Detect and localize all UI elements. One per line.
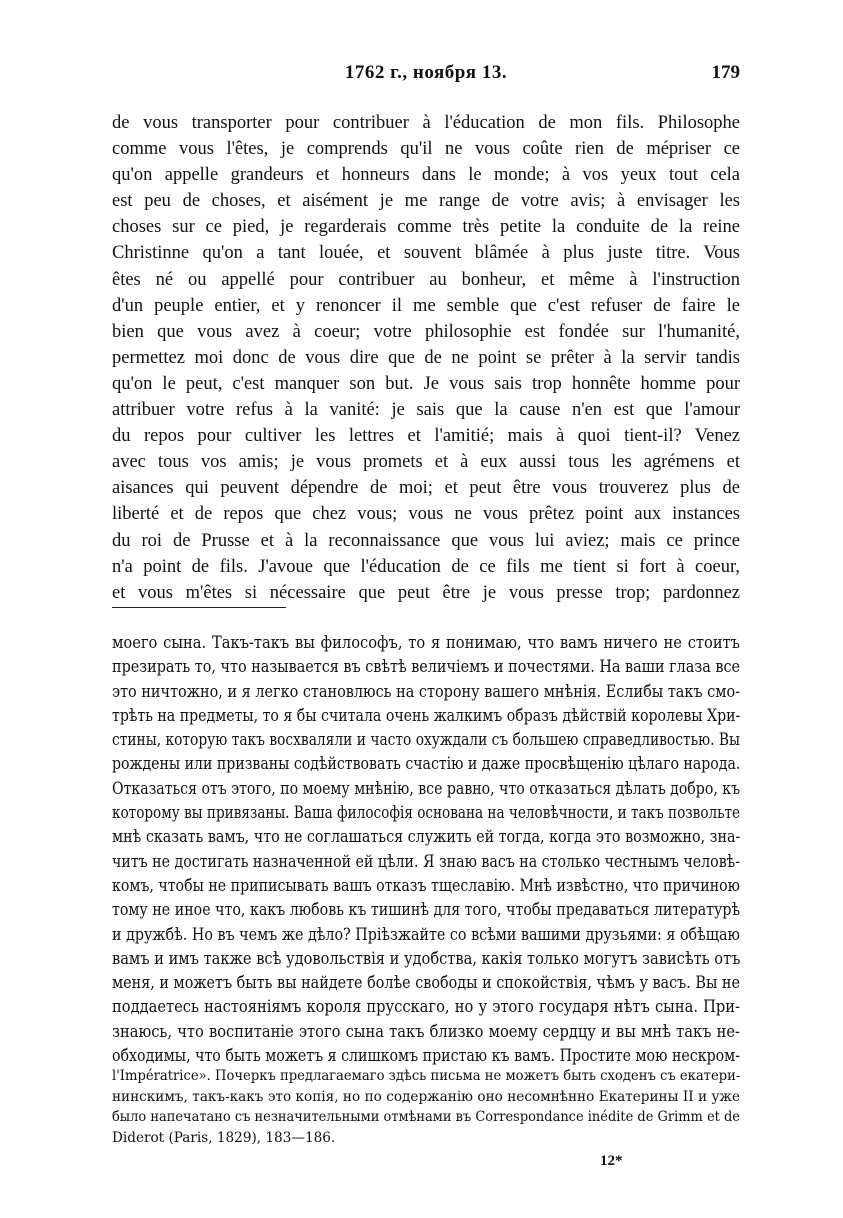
text-line: aisances qui peuvent dépendre de moi; et peut être vous trouverez plus de <box>112 478 740 499</box>
french-letter-text <box>112 110 740 606</box>
running-header <box>112 62 740 88</box>
text-line: d'un peuple entier, et y renoncer il me semble que c'est refuser de faire le <box>112 295 740 316</box>
translation-line: поддаетесь настояніямъ короля прусскаго, но у этого государя нѣтъ сына. При- <box>112 997 740 1017</box>
page-number: 179 <box>711 62 740 83</box>
translation-line: тому не иное что, какъ любовь къ тишинѣ для того, чтобы предаваться литературѣ <box>112 900 740 920</box>
text-line: Christinne qu'on a tant louée, et souvent blâmée à plus juste titre. Vous <box>112 243 740 264</box>
text-line: comme vous l'êtes, je comprends qu'il ne vous coûte rien de mépriser ce <box>112 139 740 160</box>
text-line: bien que vous avez à coeur; votre philosophie est fondée sur l'humanité, <box>112 321 740 342</box>
separator-rule <box>112 607 286 608</box>
translation-line: читъ не достигать назначенной ей цѣли. Я знаю васъ на столько честнымъ человѣ- <box>112 851 740 871</box>
header-title: 1762 г., ноября 13. <box>344 62 508 83</box>
text-line: avec tous vos amis; je vous promets et à eux aussi tous les agrémens et <box>112 452 740 473</box>
translation-line: которому вы привязаны. Ваша философія основана на человѣчности, и такъ позвольте <box>112 803 741 823</box>
translation-line: мнѣ сказать вамъ, что не соглашаться служить ей тогда, когда это возможно, зна- <box>112 827 741 847</box>
translation-line: меня, и можетъ быть вы найдете болѣе свободы и спокойствія, чѣмъ у васъ. Вы не <box>112 973 740 993</box>
text-line: et vous m'êtes si nécessaire que peut être je vous presse trop; pardonnez <box>112 582 740 603</box>
text-line: liberté et de repos que chez vous; vous ne vous prêtez point aux instances <box>112 504 740 525</box>
footnote-line: было напечатано съ незначительными отмѣнами въ Correspondance inédite de Grimm et de <box>112 1109 740 1126</box>
text-line: du roi de Prusse et à la reconnaissance que vous lui aviez; mais ce prince <box>112 530 740 551</box>
text-line: n'a point de fils. J'avoue que l'éducation de ce fils me tient si fort à coeur, <box>112 556 740 577</box>
translation-line: рождены или призваны содѣйствовать счастію и даже просвѣщенію цѣлаго народа. <box>112 754 741 774</box>
translation-line: моего сына. Такъ-такъ вы философъ, то я понимаю, что вамъ ничего не стоитъ <box>112 633 740 652</box>
footnote-line: нинскимъ, такъ-какъ это копія, но по содержанію оно несомнѣнно Екатерины II и уже <box>112 1088 740 1105</box>
translation-line: это ничтожно, и я легко становлюсь на сторону вашего мнѣнія. Еслибы такъ смо- <box>112 681 740 701</box>
translation-line: и дружбѣ. Но въ чемъ же дѣло? Пріѣзжайте со всѣми вашими друзьями: я обѣщаю <box>112 924 740 944</box>
text-line: qu'on appelle grandeurs et honneurs dans le monde; à vos yeux tout cela <box>112 165 740 186</box>
translation-line: стины, которую такъ восхваляли и часто охуждали съ большею справедливостью. Вы <box>112 730 740 750</box>
text-line: êtes né ou appellé pour contribuer au bonheur, et même à l'instruction <box>112 269 740 290</box>
text-line: qu'on le peut, c'est manquer son but. Je vous sais trop honnête homme pour <box>112 373 740 394</box>
footnote-line: l'Impératrice». Почеркъ предлагаемаго здѣсь письма не можетъ быть сходенъ съ екатери- <box>112 1068 741 1084</box>
text-line: est peu de choses, et aisément je me range de votre avis; à envisager les <box>112 191 740 212</box>
translation-line: обходимы, что быть можетъ я слишкомъ пристаю къ вамъ. Простите мою нескром- <box>112 1046 740 1066</box>
text-line: du repos pour cultiver les lettres et l'amitié; mais à quoi tient-il? Venez <box>112 426 740 447</box>
translation-line: комъ, чтобы не приписывать вашъ отказъ тщеславію. Мнѣ извѣстно, что причиною <box>112 875 740 895</box>
text-line: attribuer votre refus à la vanité: je sais que la cause n'en est que l'amour <box>112 400 740 421</box>
footnote-line: Diderot (Paris, 1829), 183—186. <box>112 1129 336 1146</box>
footnote <box>112 1066 740 1148</box>
translation-line: вамъ и имъ также всѣ удовольствія и удобства, какія только могутъ зависѣть отъ <box>112 948 741 968</box>
translation-line: Отказаться отъ этого, по моему мнѣнію, все равно, что отказаться дѣлать добро, къ <box>112 778 741 798</box>
text-line: permettez moi donc de vous dire que de ne point se prêter à la servir tandis <box>112 347 740 368</box>
translation-line: презирать то, что называется въ свѣтѣ величіемъ и почестями. На ваши глаза все <box>112 657 740 677</box>
translation-line: знаюсь, что воспитаніе этого сына такъ близко моему сердцу и вы мнѣ такъ не- <box>112 1021 740 1041</box>
text-line: de vous transporter pour contribuer à l'éducation de mon fils. Philosophe <box>112 113 740 133</box>
signature-mark: 12* <box>600 1153 623 1169</box>
translation-line: трѣть на предметы, то я бы считала очень жалкимъ образъ дѣйствій королевы Хри- <box>112 705 741 725</box>
text-line: choses sur ce pied, je regarderais comme très petite la conduite de la reine <box>112 217 740 238</box>
russian-translation-text <box>112 631 740 1068</box>
